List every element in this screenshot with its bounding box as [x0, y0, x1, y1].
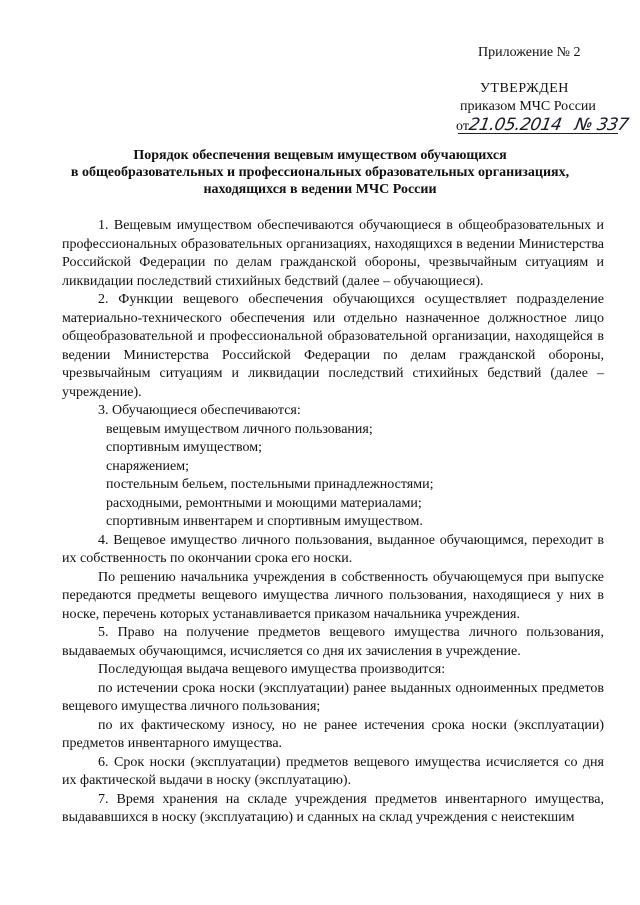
approved-stamp-text: УТВЕРЖДЕН	[480, 81, 569, 96]
paragraph: 3. Обучающиеся обеспечиваются:	[98, 403, 301, 418]
paragraph: Последующая выдача вещевого имущества производится:	[98, 662, 446, 677]
title-line: находящихся в ведении МЧС России	[203, 182, 437, 197]
paragraph: по их фактическому износу, но не ранее истечения срока носки (эксплуатации) предметов инвентарного имущества.	[62, 717, 604, 751]
appendix-label: Приложение № 2	[478, 45, 581, 60]
list-item: спортивным инвентарем и спортивным имуществом.	[106, 514, 423, 529]
date-prefix: от	[456, 119, 469, 134]
paragraph: 6. Срок носки (эксплуатации) предметов вещевого имущества исчисляется со дня их фактической выдачи в носку (эксплуатацию).	[62, 754, 604, 788]
paragraph: 7. Время хранения на складе учреждения предметов инвентарного имущества, выдававшихся в носку (эксплуатацию) и сданных на склад учреждения с неистекшим	[62, 791, 604, 825]
paragraph: 5. Право на получение предметов вещевого имущества личного пользования, выдаваемых обучающимся, исчисляется со дня их зачисления в учреждение.	[62, 625, 604, 659]
title-line: Порядок обеспечения вещевым имуществом обучающихся	[133, 148, 507, 163]
document-body	[62, 217, 604, 828]
date-underline	[458, 133, 618, 134]
list-item: вещевым имуществом личного пользования;	[106, 421, 373, 437]
title-line: в общеобразовательных и профессиональных образовательных организациях,	[70, 165, 570, 180]
paragraph: 1. Вещевым имуществом обеспечиваются обучающиеся в общеобразовательных и профессиональных образовательных организациях, находящихся в ведении Министерства Российской Федерации по делам гражданской обороны, чрезвычайным ситуациям и ликвидации последствий стихийных бедствий (далее – обучающиеся).	[62, 218, 604, 289]
list-item: расходными, ремонтными и моющими материалами;	[106, 495, 422, 511]
document-title	[40, 147, 600, 198]
paragraph: по истечении срока носки (эксплуатации) ранее выданных одноименных предметов вещевого имущества личного пользования;	[62, 680, 604, 714]
order-reference: приказом МЧС России	[460, 99, 596, 114]
list-item: снаряжением;	[106, 458, 190, 474]
list-item: постельным бельем, постельными принадлежностями;	[106, 477, 434, 492]
paragraph: 2. Функции вещевого обеспечения обучающихся осуществляет подразделение материально-технического обеспечения или отдельно назначенное должностное лицо общеобразовательной и профессиональной образовательной организации, находящейся в ведении Министерства Российской Федерации по делам гражданской обороны, чрезвычайным ситуациям и ликвидации последствий стихийных бедствий (далее – учреждение).	[62, 292, 604, 400]
handwritten-number: № 337	[573, 115, 631, 135]
handwritten-date: 21.05.2014	[467, 115, 564, 135]
paragraph: 4. Вещевое имущество личного пользования, выданное обучающимся, переходит в их собственность по окончании срока его носки.	[62, 532, 604, 566]
paragraph: По решению начальника учреждения в собственность обучающемуся при выпуске передаются предметы вещевого имущества личного пользования, находящиеся у них в носке, перечень которых устанавливается приказом начальника учреждения.	[62, 569, 604, 622]
list-item: спортивным имуществом;	[106, 440, 263, 455]
